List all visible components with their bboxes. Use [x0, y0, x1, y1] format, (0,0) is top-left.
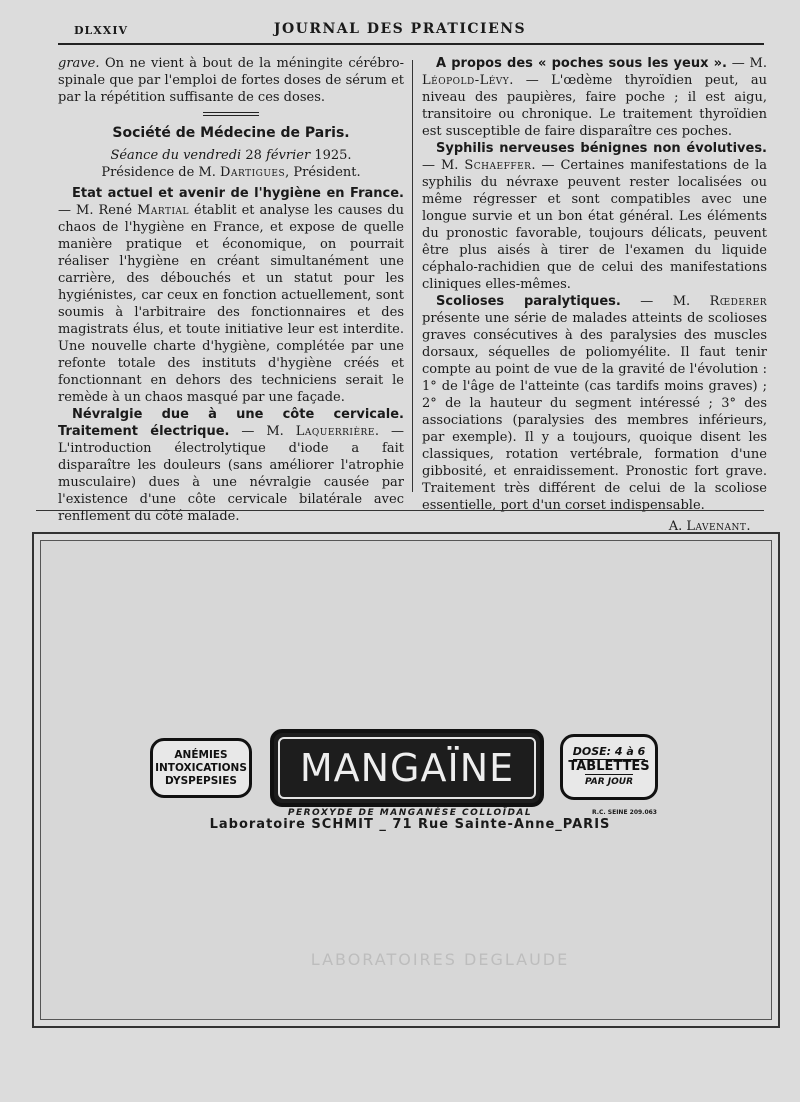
article-scolioses [422, 293, 767, 514]
intro-text: On ne vient à bout de la méningite cérébro-spinale que par l'emploi de fortes doses de sérum et par la répétition suffisante de ces doses. [58, 56, 404, 105]
article-syphilis-title: Syphilis nerveuses bénignes non évolutives. [436, 141, 767, 156]
dosage-badge [560, 734, 658, 800]
brand-logo [270, 729, 544, 807]
presidence-suffix: , Président. [285, 165, 361, 180]
indication-anemies: ANÉMIES [174, 748, 228, 761]
presidence-prefix: Présidence de M. [101, 165, 216, 180]
article-syphilis-dash: — M. [422, 158, 465, 173]
dosage-amount: DOSE: 4 à 6 [572, 745, 646, 758]
column-divider [412, 60, 413, 492]
article-poches-dash: — M. [727, 56, 767, 71]
article-poches [422, 55, 767, 140]
dosage-frequency: PAR JOUR [585, 774, 633, 789]
bottom-rule [36, 510, 764, 511]
header-rule [58, 43, 764, 45]
product-subtitle: PEROXYDE DE MANGANÈSE COLLOÏDAL [287, 808, 533, 818]
registration-number: R.C. SEINE 209.063 [592, 809, 657, 816]
article-scolioses-title: Scolioses paralytiques. [436, 294, 621, 309]
session-date: 28 [245, 148, 262, 163]
article-hygiene-title: Etat actuel et avenir de l'hygiène en France. [72, 186, 404, 201]
article-hygiene [58, 185, 404, 406]
signature-initial: A. [668, 519, 683, 534]
indication-dyspepsies: DYSPEPSIES [165, 774, 237, 787]
brand-name: MANGAÏNE [278, 737, 536, 799]
laboratory-address: Laboratoire SCHMIT _ 71 Rue Sainte-Anne_PARIS [209, 817, 611, 832]
right-column [422, 55, 767, 535]
article-scolioses-dash: — M. [620, 294, 710, 309]
indication-intoxications: INTOXICATIONS [155, 761, 247, 774]
journal-title: JOURNAL DES PRATICIENS [273, 21, 527, 37]
session-year: 1925. [314, 148, 352, 163]
intro-italic: grave. [58, 56, 100, 71]
article-nevralgie-dash: — M. [229, 424, 296, 439]
article-syphilis [422, 140, 767, 293]
article-nevralgie-author: Laquerrière [295, 424, 375, 439]
president-name: Dartigues [220, 165, 286, 180]
signature-name: Lavenant. [686, 519, 751, 534]
article-poches-author: Léopold-Lévy [422, 73, 510, 88]
indications-badge [150, 738, 252, 798]
left-column [58, 55, 404, 525]
session-month: février [266, 148, 311, 163]
page-header [0, 0, 800, 45]
dosage-form: TABLETTES [568, 759, 650, 774]
session-line [58, 147, 404, 164]
article-nevralgie [58, 406, 404, 525]
article-poches-body: . — L'œdème thyroïdien peut, au niveau des paupières, faire poche ; il est aigu, transitoire ou chronique. Le traitement thyroïdien est susceptible de faire disparaître ces poches. [422, 73, 767, 139]
section-separator [203, 112, 259, 116]
article-nevralgie-title: Névralgie due à une côte cervicale. Traitement électrique. [58, 407, 404, 439]
article-syphilis-author: Schaeffer [464, 158, 532, 173]
article-hygiene-body: établit et analyse les causes du chaos de l'hygiène en France, et expose de quelle manière pratique et économique, on pourrait réaliser l'hygiène en créant simultanément une carrière, des débouchés et un statut pour les hygiénistes, car ceux en fonction actuellement, sont soumis à l'arbitraire des fonctionnaires et des magistrats élus, et toute initiative leur est interdite. Une nouvelle charte d'hygiène, complétée par une refonte totale des instituts d'hygiène créés et fonctionnant en dehors des techniciens serait le remède à un chaos masqué par une façade. [58, 203, 405, 405]
article-hygiene-dash: — M. René [58, 203, 138, 218]
presidence-line [58, 164, 404, 181]
article-scolioses-body: présente une série de malades atteints de scolioses graves consécutives à des paralysies des muscles dorsaux, séquelles de poliomyélite. Il faut tenir compte au point de vue de la gravité de l'évolution : 1° de l'âge de l'atteinte (cas tardifs moins graves) ; 2° de la hauteur du segment intéressé ; 3° des associations (paralysies des membres inférieurs, par exemple). Il y a toujours, quoique disent les classiques, rotation vertébrale, formation d'une gibbosité, et enraidissement. Pronostic fort grave. Traitement très différent de celui de la scoliose essentielle, port d'un corset indispensable. [422, 311, 767, 513]
article-nevralgie-body: . — L'introduction électrolytique d'iode a fait disparaître les douleurs (sans améliorer l'atrophie musculaire) dues à une névralgie causée par l'existence d'une côte cervicale bilatérale avec renflement du côté malade. [58, 424, 404, 524]
article-poches-title: A propos des « poches sous les yeux ». [436, 56, 727, 71]
society-title: Société de Médecine de Paris. [112, 125, 350, 141]
article-hygiene-author: Martial [137, 203, 190, 218]
intro-paragraph [58, 55, 404, 106]
article-scolioses-author: Rœderer [709, 294, 768, 309]
article-syphilis-body: . — Certaines manifestations de la syphilis du névraxe peuvent rester localisées ou même régresser et sont compatibles avec une longue survie et un bon état général. Les éléments du pronostic favorable, toujours délicats, peuvent être plus aisés à tirer de l'examen du liquide céphalo-rachidien que de celui des manifestations cliniques elles-mêmes. [422, 158, 768, 292]
session-italic: Séance du vendredi [110, 148, 242, 163]
page-number: DLXXIV [74, 24, 129, 37]
ghost-bleedthrough-text: LABORATOIRES DEGLAUDE [310, 950, 570, 969]
